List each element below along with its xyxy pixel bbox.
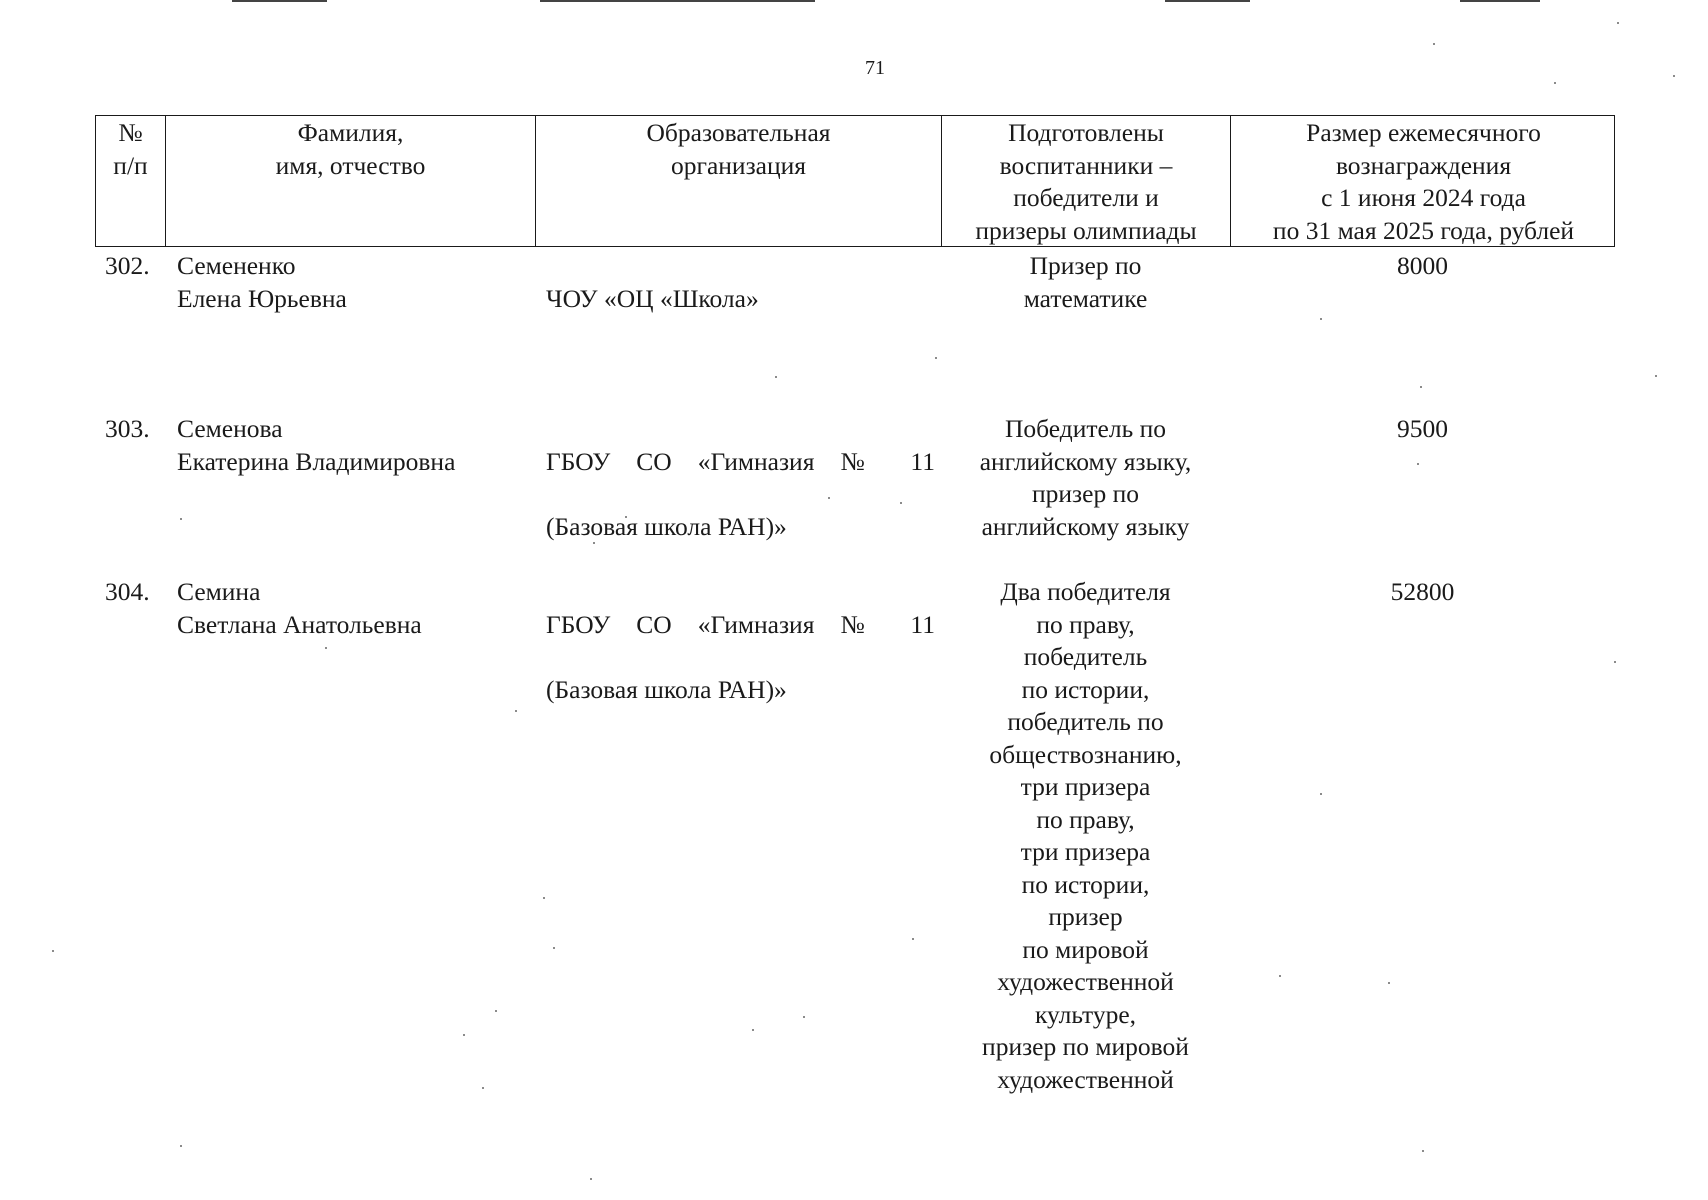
scan-edge-line: [540, 0, 815, 2]
scan-speck: [515, 710, 517, 712]
scan-speck: [1433, 43, 1435, 45]
scan-speck: [912, 938, 914, 940]
scan-speck: [52, 950, 54, 952]
row-name: Семененко Елена Юрьевна: [177, 251, 347, 313]
scan-speck: [935, 357, 937, 359]
row-name: Семенова Екатерина Владимировна: [177, 414, 456, 476]
row-pupils: Два победителя по праву, победитель по истории, победитель по обществознанию, три призера по праву, три призера по истории, призер по мировой художественной культуре, призер по мировой художественной: [982, 577, 1189, 1094]
header-organization: Образовательная организация: [536, 116, 942, 246]
organization-line: (Базовая школа РАН)»: [546, 511, 787, 541]
scan-speck: [1554, 82, 1556, 84]
scan-speck: [495, 1010, 497, 1012]
row-number: 303.: [105, 414, 150, 443]
scan-speck: [482, 1087, 484, 1089]
row-organization: [546, 576, 935, 739]
organization-line: ЧОУ «ОЦ «Школа»: [546, 283, 759, 313]
row-award: 9500: [1397, 414, 1448, 443]
scan-speck: [1617, 22, 1619, 24]
scan-edge-line: [232, 0, 327, 2]
row-organization: [546, 413, 935, 576]
row-pupils: Победитель по английскому языку, призер по английскому языку: [979, 414, 1192, 541]
scan-speck: [553, 947, 555, 949]
header-number: № п/п: [96, 116, 166, 246]
scan-speck: [325, 647, 327, 649]
organization-line: (Базовая школа РАН)»: [546, 674, 787, 704]
organization-line: ГБОУ СО «Гимназия № 11: [546, 609, 935, 639]
header-name: Фамилия, имя, отчество: [166, 116, 536, 246]
scan-speck: [1320, 793, 1322, 795]
scan-speck: [180, 518, 182, 520]
header-pupils: Подготовлены воспитанники – победители и призеры олимпиады: [942, 116, 1231, 246]
row-award: 52800: [1390, 577, 1455, 606]
row-number: 302.: [105, 251, 150, 280]
header-award: Размер ежемесячного вознаграждения с 1 июня 2024 года по 31 мая 2025 года, рублей: [1272, 118, 1575, 245]
scan-speck: [752, 1029, 754, 1031]
scan-speck: [1614, 661, 1616, 663]
scan-speck: [1420, 386, 1422, 388]
row-organization: [546, 250, 935, 348]
scan-speck: [463, 1034, 465, 1036]
row-name: Семина Светлана Анатольевна: [177, 577, 422, 639]
row-award: 8000: [1397, 251, 1448, 280]
scan-speck: [1422, 1150, 1424, 1152]
scan-speck: [590, 1178, 592, 1180]
scan-speck: [1388, 982, 1390, 984]
scan-speck: [1673, 75, 1675, 77]
scan-speck: [775, 376, 777, 378]
scan-speck: [1320, 318, 1322, 320]
row-pupils: Призер по математике: [1023, 251, 1148, 313]
scan-speck: [1655, 375, 1657, 377]
scan-edge-line: [1460, 0, 1540, 2]
organization-line: ГБОУ СО «Гимназия № 11: [546, 446, 935, 476]
scan-speck: [543, 897, 545, 899]
scan-speck: [180, 1145, 182, 1147]
scan-speck: [803, 1016, 805, 1018]
table-header: [95, 115, 1615, 247]
scan-speck: [1279, 975, 1281, 977]
scan-edge-line: [1165, 0, 1250, 2]
row-number: 304.: [105, 577, 150, 606]
page-number: 71: [865, 57, 885, 79]
scan-speck: [1417, 463, 1419, 465]
